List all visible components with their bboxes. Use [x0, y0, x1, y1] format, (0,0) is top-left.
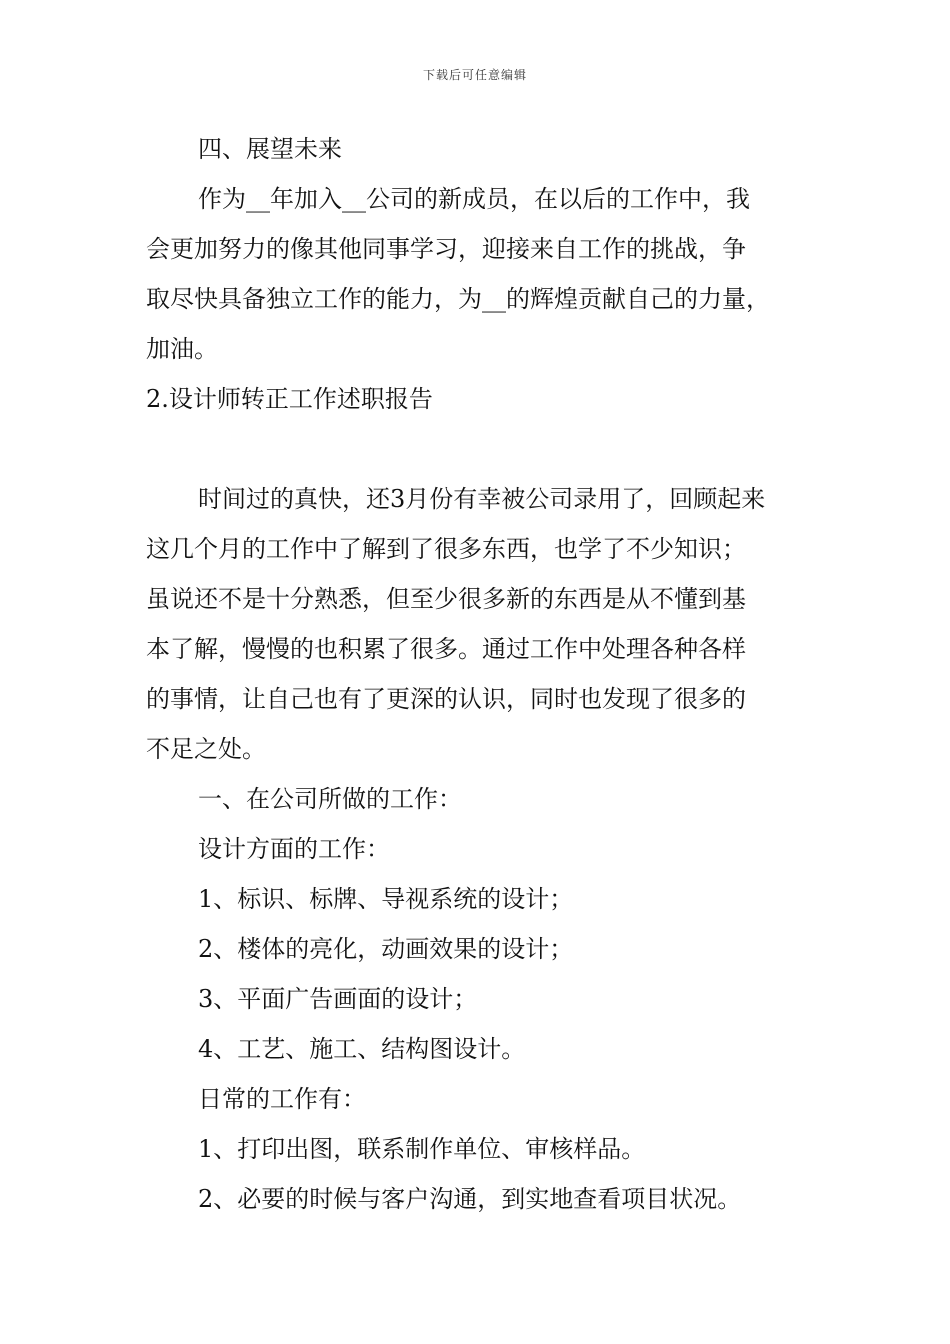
- section-heading: 一、在公司所做的工作：: [198, 785, 462, 813]
- subsection-label: 设计方面的工作：: [198, 835, 390, 863]
- list-item: 4、工艺、施工、结构图设计。: [198, 1035, 526, 1063]
- blank-line: [146, 424, 836, 474]
- design-work-list: [146, 874, 836, 1074]
- list-item: 2、楼体的亮化，动画效果的设计；: [198, 935, 574, 963]
- document-body: [146, 124, 836, 1224]
- list-item: 2、必要的时候与客户沟通，到实地查看项目状况。: [198, 1185, 742, 1213]
- paragraph-line: 这几个月的工作中了解到了很多东西，也学了不少知识；: [146, 535, 746, 563]
- list-item: 1、打印出图，联系制作单位、审核样品。: [198, 1135, 646, 1163]
- paragraph-line: 时间过的真快，还3月份有幸被公司录用了，回顾起来: [198, 485, 766, 513]
- daily-work-list: [146, 1124, 836, 1224]
- subsection-label: 日常的工作有：: [198, 1085, 366, 1113]
- paragraph-line: 虽说还不是十分熟悉，但至少很多新的东西是从不懂到基: [146, 585, 746, 613]
- paragraph-line: 不足之处。: [146, 735, 266, 763]
- list-item: 1、标识、标牌、导视系统的设计；: [198, 885, 574, 913]
- paragraph-line: 作为__年加入__公司的新成员，在以后的工作中，我: [198, 185, 750, 213]
- paragraph-line: 的事情，让自己也有了更深的认识，同时也发现了很多的: [146, 685, 746, 713]
- paragraph-future: [146, 174, 836, 374]
- report-title: 2.设计师转正工作述职报告: [146, 385, 433, 413]
- paragraph-line: 本了解，慢慢的也积累了很多。通过工作中处理各种各样: [146, 635, 746, 663]
- list-item: 3、平面广告画面的设计；: [198, 985, 478, 1013]
- paragraph-intro: [146, 474, 836, 774]
- section-heading: 四、展望未来: [198, 135, 342, 163]
- paragraph-line: 会更加努力的像其他同事学习，迎接来自工作的挑战，争: [146, 235, 746, 263]
- page-header: 下载后可任意编辑: [422, 68, 527, 82]
- paragraph-line: 加油。: [146, 335, 218, 363]
- paragraph-line: 取尽快具备独立工作的能力，为__的辉煌贡献自己的力量，: [146, 285, 770, 313]
